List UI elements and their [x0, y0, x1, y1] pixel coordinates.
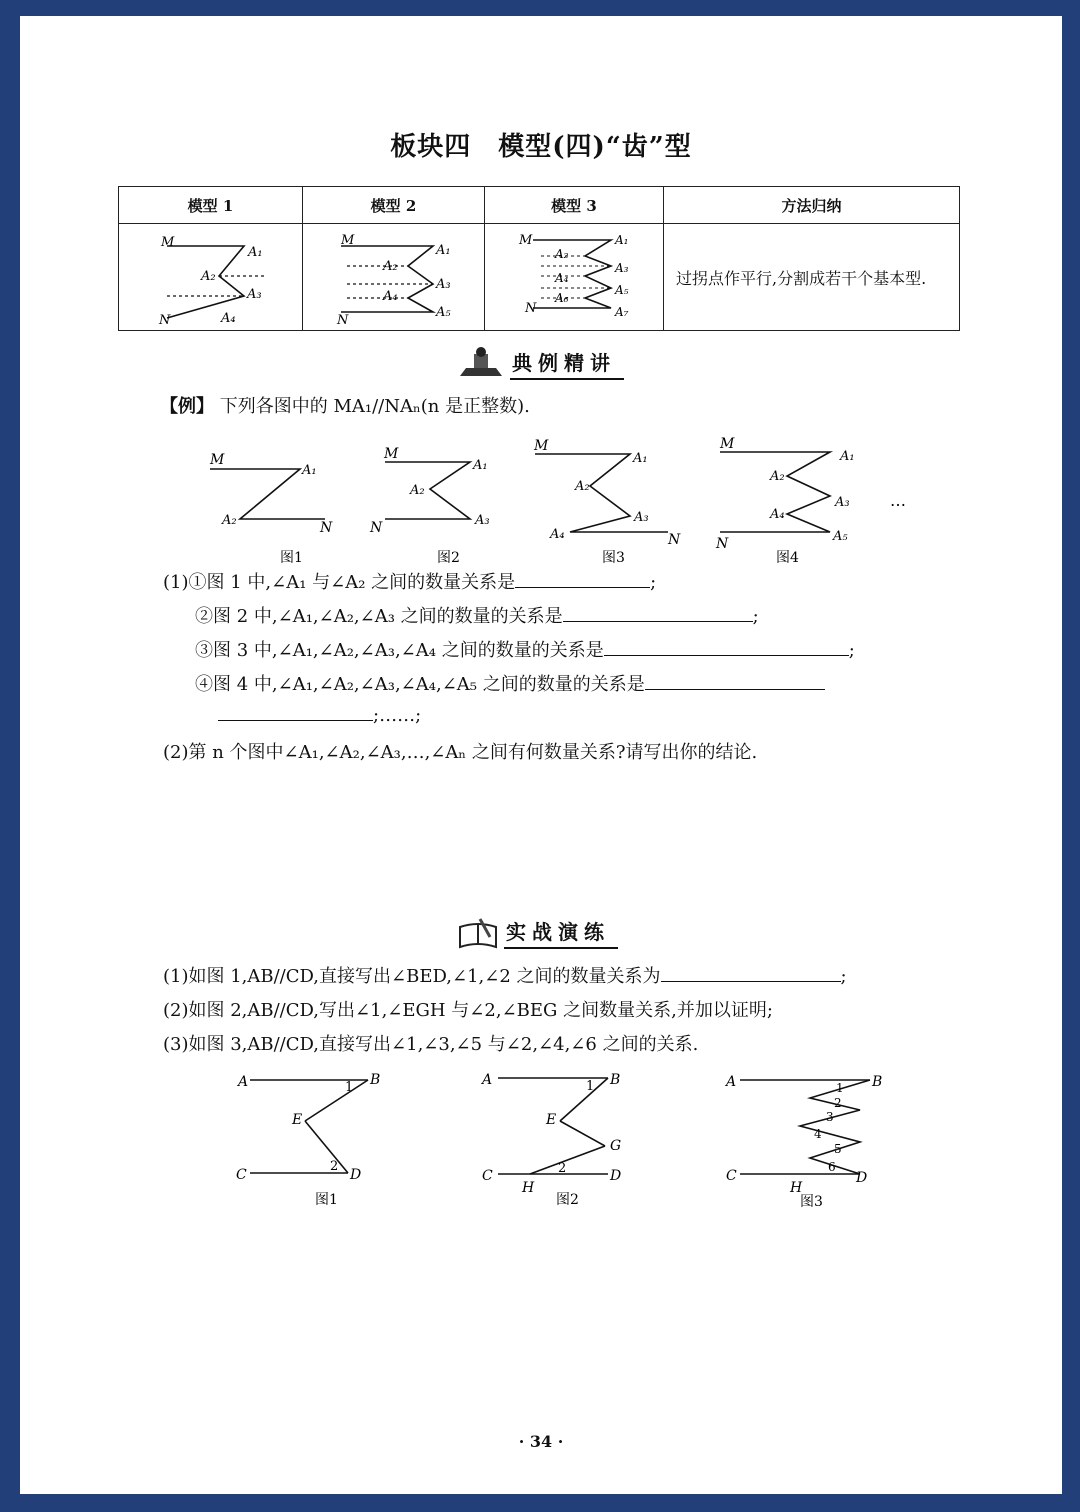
practice-question-2: (2)如图 2,AB//CD,写出∠1,∠EGH 与∠2,∠BEG 之间数量关系,并加以证明; [163, 1000, 773, 1021]
svg-text:A₃: A₃ [634, 510, 649, 525]
svg-text:1: 1 [586, 1079, 595, 1094]
example-figures [190, 424, 910, 564]
svg-text:N: N [370, 520, 383, 536]
svg-text:A₃: A₃ [615, 261, 629, 275]
example-section-icon [458, 346, 504, 380]
practice-fig-caption-2: 图2 [556, 1192, 579, 1208]
question-1-2-end: ; [752, 606, 759, 627]
svg-text:A₁: A₁ [473, 458, 488, 473]
svg-text:M: M [384, 446, 399, 462]
svg-text:2: 2 [834, 1096, 842, 1110]
svg-text:A₃: A₃ [475, 513, 490, 528]
svg-text:B: B [610, 1072, 621, 1088]
svg-text:C: C [726, 1168, 737, 1184]
question-1-1-text: (1)①图 1 中,∠A₁ 与∠A₂ 之间的数量关系是 [163, 572, 516, 593]
practice-question-1-text: (1)如图 1,AB//CD,直接写出∠BED,∠1,∠2 之间的数量关系为 [163, 966, 661, 987]
example-fig-caption-1: 图1 [280, 550, 303, 566]
section-practice-heading [458, 916, 618, 949]
svg-text:N: N [337, 313, 349, 328]
svg-text:A₁: A₁ [615, 233, 629, 247]
question-1-4-continued [218, 704, 421, 726]
example-fig-caption-2: 图2 [437, 550, 460, 566]
question-1-1 [163, 568, 656, 594]
svg-text:M: M [534, 438, 549, 454]
question-1-3-text: ③图 3 中,∠A₁,∠A₂,∠A₃,∠A₄ 之间的数量的关系是 [195, 640, 604, 661]
question-1-4 [195, 670, 825, 696]
svg-text:N: N [668, 532, 681, 548]
model-3-figure [485, 224, 664, 331]
svg-text:N: N [716, 536, 729, 552]
svg-text:A: A [238, 1074, 249, 1090]
question-2: (2)第 n 个图中∠A₁,∠A₂,∠A₃,…,∠Aₙ 之间有何数量关系?请写出你的结论. [163, 742, 758, 763]
model-table [118, 186, 960, 331]
answer-blank-1-3[interactable] [604, 639, 849, 656]
method-summary: 过拐点作平行,分割成若干个基本型. [664, 224, 960, 331]
svg-text:A₆: A₆ [555, 291, 569, 305]
svg-text:A₄: A₄ [770, 507, 785, 522]
example-intro [160, 392, 530, 418]
svg-text:A₂: A₂ [555, 247, 569, 261]
question-1-2 [195, 602, 759, 628]
svg-text:N: N [320, 520, 333, 536]
answer-blank-1-4a[interactable] [645, 673, 825, 690]
practice-question-1 [163, 962, 847, 988]
svg-text:A₁: A₁ [436, 243, 451, 258]
question-1-2-text: ②图 2 中,∠A₁,∠A₂,∠A₃ 之间的数量的关系是 [195, 606, 563, 627]
svg-text:4: 4 [814, 1127, 822, 1141]
practice-fig-caption-3: 图3 [800, 1194, 823, 1210]
svg-text:6: 6 [828, 1160, 836, 1174]
svg-text:G: G [610, 1138, 622, 1154]
practice-section-icon [458, 917, 498, 949]
header-model-1: 模型 1 [119, 187, 303, 224]
svg-text:M: M [161, 235, 175, 250]
header-method: 方法归纳 [664, 187, 960, 224]
svg-text:A₅: A₅ [436, 305, 451, 320]
svg-text:A₂: A₂ [410, 483, 425, 498]
svg-text:A₅: A₅ [615, 283, 629, 297]
svg-text:M: M [720, 436, 735, 452]
svg-text:A₄: A₄ [555, 271, 569, 285]
svg-text:A₁: A₁ [248, 245, 263, 260]
svg-text:A₁: A₁ [840, 449, 855, 464]
svg-text:A₄: A₄ [383, 289, 398, 304]
svg-text:1: 1 [836, 1081, 844, 1095]
section-example-heading [458, 346, 624, 380]
page-title: 板块四 模型(四)“齿”型 [390, 132, 692, 162]
svg-text:B: B [370, 1072, 381, 1088]
answer-blank-1-4b[interactable] [218, 704, 373, 721]
question-1-4-end: ;……; [373, 705, 422, 726]
practice-answer-blank-1[interactable] [661, 965, 841, 982]
practice-section-label: 实战演练 [504, 916, 618, 949]
example-fig-caption-3: 图3 [602, 550, 625, 566]
svg-text:2: 2 [558, 1161, 567, 1176]
svg-text:N: N [525, 301, 537, 316]
question-1-3 [195, 636, 855, 662]
page-number: · 34 · [518, 1432, 564, 1451]
model-1-figure [119, 224, 303, 331]
svg-text:C: C [482, 1168, 493, 1184]
practice-question-1-end: ; [840, 966, 847, 987]
svg-text:A₁: A₁ [302, 463, 317, 478]
svg-text:M: M [341, 233, 355, 248]
svg-text:A₃: A₃ [835, 495, 850, 510]
question-1-3-end: ; [848, 640, 855, 661]
practice-fig-caption-1: 图1 [315, 1192, 338, 1208]
example-figure-1 [209, 452, 333, 536]
practice-figures [220, 1066, 883, 1216]
svg-text:A₂: A₂ [770, 469, 785, 484]
svg-text:A₁: A₁ [633, 451, 648, 466]
more-figures-ellipsis: … [890, 491, 906, 510]
svg-text:D: D [350, 1167, 362, 1183]
example-tag: 【例】 [160, 396, 214, 417]
svg-text:5: 5 [834, 1142, 842, 1156]
svg-text:H: H [790, 1180, 803, 1196]
svg-text:C: C [236, 1167, 247, 1183]
svg-text:A₂: A₂ [383, 259, 398, 274]
svg-text:B: B [872, 1074, 883, 1090]
svg-text:A: A [726, 1074, 737, 1090]
practice-figure-1 [236, 1072, 380, 1208]
svg-text:A₂: A₂ [201, 269, 216, 284]
svg-text:N: N [159, 313, 171, 328]
svg-text:A₃: A₃ [436, 277, 451, 292]
practice-question-3: (3)如图 3,AB//CD,直接写出∠1,∠3,∠5 与∠2,∠4,∠6 之间的关系. [163, 1034, 699, 1055]
svg-text:D: D [610, 1168, 622, 1184]
svg-text:2: 2 [330, 1159, 339, 1174]
header-model-2: 模型 2 [303, 187, 485, 224]
svg-text:E: E [546, 1112, 557, 1128]
svg-text:A: A [482, 1072, 493, 1088]
svg-text:A₇: A₇ [615, 305, 629, 319]
example-section-label: 典例精讲 [510, 347, 624, 380]
svg-text:D: D [856, 1170, 868, 1186]
svg-text:E: E [292, 1112, 303, 1128]
example-fig-caption-4: 图4 [776, 550, 799, 566]
example-figure-2 [369, 446, 490, 536]
answer-blank-1-1[interactable] [515, 571, 650, 588]
svg-text:M: M [210, 452, 225, 468]
model-2-figure [303, 224, 485, 331]
svg-text:A₂: A₂ [575, 479, 590, 494]
svg-text:H: H [522, 1180, 535, 1196]
svg-text:1: 1 [345, 1080, 354, 1095]
practice-figure-2 [480, 1072, 621, 1208]
question-1-4-text: ④图 4 中,∠A₁,∠A₂,∠A₃,∠A₄,∠A₅ 之间的数量的关系是 [195, 674, 645, 695]
example-figure-3 [533, 438, 681, 548]
worksheet-page [20, 16, 1062, 1494]
question-1-1-end: ; [650, 572, 657, 593]
svg-text:3: 3 [826, 1110, 834, 1124]
header-model-3: 模型 3 [485, 187, 664, 224]
svg-text:M: M [519, 233, 533, 248]
svg-text:A₂: A₂ [222, 513, 237, 528]
example-intro-text: 下列各图中的 MA₁//NAₙ(n 是正整数). [219, 396, 530, 417]
svg-text:A₄: A₄ [550, 527, 565, 542]
example-figure-4 [715, 436, 855, 552]
svg-text:A₄: A₄ [221, 311, 236, 326]
answer-blank-1-2[interactable] [563, 605, 753, 622]
practice-figure-3 [724, 1074, 882, 1210]
svg-text:A₅: A₅ [833, 529, 848, 544]
svg-text:A₃: A₃ [247, 287, 262, 302]
